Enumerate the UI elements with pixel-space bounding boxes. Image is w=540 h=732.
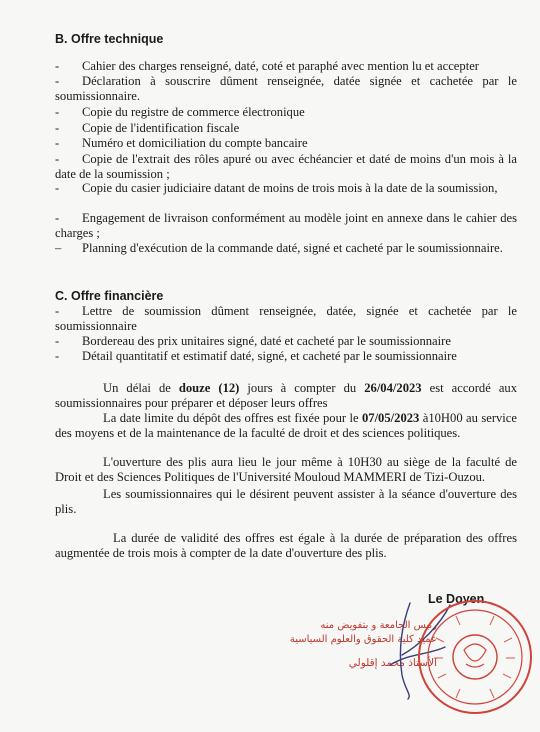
- section-c-title: C. Offre financière: [55, 289, 164, 303]
- list-item: - Détail quantitatif et estimatif daté, signé, et cacheté par le soumissionnaire: [55, 349, 457, 363]
- list-item: - Numéro et domiciliation du compte bancaire: [55, 136, 308, 150]
- dean-title: Le Doyen: [428, 592, 485, 606]
- list-item: - Bordereau des prix unitaires signé, daté et cacheté par le soumissionnaire: [55, 334, 451, 348]
- paragraph-attendance: Les soumissionnaires qui le désirent peuvent assister à la séance d'ouverture des plis.: [55, 487, 517, 517]
- section-b-title: B. Offre technique: [55, 32, 164, 46]
- list-item: - Déclaration à souscrire dûment renseignée, datée signée et cachetée par le soumissionnaire.: [55, 74, 517, 103]
- paragraph-validity: La durée de validité des offres est égale à la durée de préparation des offres augmentée de trois mois à compter de la date d'ouverture des plis.: [55, 531, 517, 561]
- stamp-text-line: عميد كلية الحقوق والعلوم السياسية: [289, 634, 437, 645]
- list-item: – Planning d'exécution de la commande daté, signé et cacheté par le soumissionnaire.: [55, 241, 503, 255]
- paragraph-delay: Un délai de douze (12) jours à compter du 26/04/2023 est accordé aux soumissionnaires pour préparer et déposer leurs offres: [55, 381, 518, 411]
- stamp-text-line: رئيس الجامعة و بتفويض منه: [320, 620, 437, 631]
- list-item: - Cahier des charges renseigné, daté, coté et paraphé avec mention lu et accepter: [55, 59, 479, 73]
- list-item: - Copie du casier judiciaire datant de moins de trois mois à la date de la soumission,: [55, 181, 498, 195]
- list-item: - Copie du registre de commerce électronique: [55, 105, 305, 119]
- list-item: - Copie de l'identification fiscale: [55, 121, 240, 135]
- list-item: - Engagement de livraison conformément au modèle joint en annexe dans le cahier des charges ;: [55, 211, 517, 240]
- list-item: - Copie de l'extrait des rôles apuré ou avec échéancier et daté de moins d'un mois à la date de la soumission ;: [55, 152, 517, 181]
- round-official-stamp: [416, 598, 534, 716]
- stamp-name: الأستاذ محمد إقلولي: [348, 657, 437, 669]
- paragraph-opening: L'ouverture des plis aura lieu le jour même à 10H30 au siège de la faculté de Droit et des Sciences Politiques de l'Université Mouloud MAMMERI de Tizi-Ouzou.: [55, 455, 517, 485]
- list-item: - Lettre de soumission dûment renseignée, datée, signée et cachetée par le soumissionnaire: [55, 304, 517, 333]
- paragraph-deadline: La date limite du dépôt des offres est fixée pour le 07/05/2023 à10H00 au service des moyens et de la maintenance de la faculté de droit et des sciences politiques.: [55, 411, 517, 441]
